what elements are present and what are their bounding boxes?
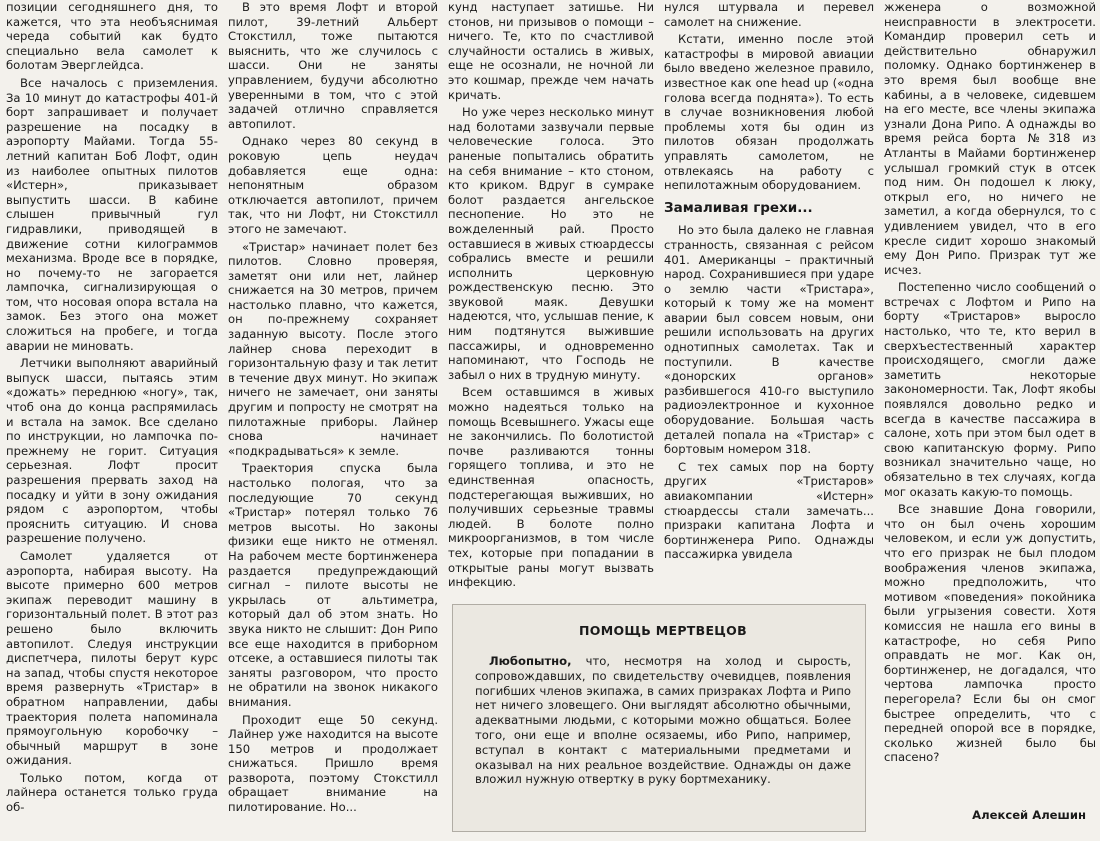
paragraph: Самолет удаляется от аэропорта, набирая высоту. На высоте примерно 600 метров экипаж переводит машину в горизонтальный полет. В этот раз решено было включить автопилот. Следуя инструкции диспетчера, пилоты берут курс на запад, чтобы спустя некоторое время развернуть «Тристар» в обратном направлении, дабы траектория полета напоминала прямоугольную коробочку – обычный маршрут в зоне ожидания.: [6, 548, 218, 768]
paragraph: С тех самых пор на борту других «Тристаров» авиакомпании «Истерн» стюардессы стали замечать... призраки капитана Лофта и бортинженера Рипо. Однажды пассажирка увидела: [664, 459, 874, 562]
paragraph: Постепенно число сообщений о встречах с Лофтом и Рипо на борту «Тристаров» выросло настолько, что те, кто верил в сверхъестественный характер происходящего, смогли даже заметить некоторые закономерности. Так, Лофт якобы появлялся довольно редко и всегда в качестве пассажира в салоне, хоть при этом был одет в свою капитанскую форму. Рипо возникал значительно чаще, но обязательно в тех случаях, когда мог оказать какую-то помощь.: [884, 280, 1096, 499]
sidebar-box: [452, 604, 866, 832]
paragraph: Только потом, когда от лайнера останется только груда об-: [6, 770, 218, 815]
paragraph: Траектория спуска была настолько пологая, что за последующие 70 секунд «Тристар» потерял только 76 метров высоты. Но законы физики еще никто не отменял. На рабочем месте бортинженера раздается предупреждающий сигнал – пилоте высоты не укрылась от альтиметра, который дал об этом знать. Но звука никто не слышит: Дон Рипо все еще находится в приборном отсеке, а оставшиеся пилоты так заняты разговором, что просто не обратили на звонок никакого внимания.: [228, 461, 438, 709]
paragraph: жженера о возможной неисправности в электросети. Командир проверил сеть и действительно обнаружил поломку. Однако бортинженер в это время был вообще вне кабины, а в человеке, сидевшем на его месте, все члены экипажа узнали Дона Рипо. А однажды во время рейса борта №318 из Атланты в Майами бортинженер услышал громкий стук в отсек под ним. Он подошел к люку, открыл его, но ничего не заметил, а когда обернулся, то с удивлением увидел, что в его кресле сидит хорошо знакомый ему Дон Рипо. Призрак тут же исчез.: [884, 0, 1096, 277]
sidebar-lead: Любопытно,: [489, 654, 572, 668]
paragraph: Но это была далеко не главная странность, связанная с рейсом 401. Американцы – практичный народ. Сохранившиеся при ударе о землю части «Тристара», который к тому же на момент аварии был совсем новым, они решили использовать на других однотипных самолетах. Так и поступили. В качестве «донорских органов» разбившегося 410-го выступило радиоэлектронное и кухонное оборудование. Большая часть деталей попала на «Тристар» с бортовым номером 318.: [664, 223, 874, 457]
paragraph: Летчики выполняют аварийный выпуск шасси, пытаясь этим «дожать» переднюю «ногу», так, чтоб она до конца распрямилась и встала на замок. Все сделано по инструкции, но лампочка по-прежнему не горит. Ситуация серьезная. Лофт просит разрешения прервать заход на посадку и уйти в зону ожидания рядом с аэропортом, чтобы прояснить ситуацию. И снова разрешение получено.: [6, 356, 218, 546]
section-heading: Замаливая грехи...: [664, 199, 813, 216]
sidebar-text: [475, 654, 851, 787]
paragraph: Все началось с приземления. За 10 минут до катастрофы 401-й борт запрашивает и получает разрешение на посадку в аэропорту Майами. Тогда 55-летний капитан Боб Лофт, один из наиболее опытных пилотов «Истерн», приказывает выпустить шасси. В кабине слышен привычный гул гидравлики, приводящей в движение сотни килограммов механизма. Вроде все в порядке, но почему-то не загорается лампочка, сигнализирующая о том, что носовая опора встала на замок. Без этого она может сложиться на пробеге, и тогда аварии не миновать.: [6, 75, 218, 353]
paragraph: «Тристар» начинает полет без пилотов. Словно проверяя, заметят они или нет, лайнер снижается на 30 метров, причем настолько плавно, что кажется, он по-прежнему сохраняет заданную высоту. После этого лайнер снова переходит в горизонтальную фазу и так летит в течение двух минут. Но экипаж ничего не замечает, они заняты другим и попросту не смотрят на пилотажные приборы. Лайнер снова начинает «подкрадываться» к земле.: [228, 239, 438, 458]
article-column-5: [884, 0, 1096, 800]
paragraph: Проходит еще 50 секунд. Лайнер уже находится на высоте 150 метров и продолжает снижаться. Пришло время разворота, поэтому Стокстилл обращает внимание на пилотирование. Но...: [228, 712, 438, 815]
author-signature: Алексей Алешин: [972, 808, 1086, 822]
paragraph: Но уже через несколько минут над болотами зазвучали первые человеческие голоса. Это раненые попытались обратить на себя внимание – кто стоном, кто криком. Вдруг в сумраке болот раздается ангельское песнопение. Но это не вожделенный рай. Просто оставшиеся в живых стюардессы собрались вместе и решили исполнить церковную рождественскую песню. Это звуковой маяк. Девушки надеются, что, услышав пение, к ним подтянутся выжившие пассажиры, и одновременно напоминают, что Господь не забыл о них в трудную минуту.: [448, 105, 654, 382]
sidebar-body: что, несмотря на холод и сырость, сопровождавших, по свидетельству очевидцев, появления погибших членов экипажа, в самих призраках Лофта и Рипо нет ничего зловещего. Они выглядят абсолютно обычными, адекватными людьми, с которыми можно общаться. Более того, они еще и вполне осязаемы, ибо Рипо, например, вступал в контакт с материальными предметами и оказывал на них реальное воздействие. Однажды он даже вложил нужную отвертку в руку бортмеханику.: [475, 654, 851, 787]
article-column-3: [448, 0, 654, 604]
paragraph: кунд наступает затишье. Ни стонов, ни призывов о помощи – ничего. Те, кто по счастливой случайности остались в живых, еще не осознали, не ночной ли это кошмар, прежде чем начать кричать.: [448, 0, 654, 102]
paragraph: Все знавшие Дона говорили, что он был очень хорошим человеком, и если уж допустить, что его призрак не был плодом воображения членов экипажа, можно предположить, что мотивом «поведения» покойника были угрызения совести. Хотя комиссия не нашла его вины в катастрофе, но себя Рипо оправдать не мог. Как он, бортинженер, не догадался, что чертова лампочка просто перегорела? Если бы он смог быстрее определить, что с передней опорой все в порядке, сколько жизней было бы спасено?: [884, 502, 1096, 765]
paragraph: В это время Лофт и второй пилот, 39-летний Альберт Стокстилл, тоже пытаются выяснить, что же случилось с шасси. Они не заняты управлением, будучи абсолютно уверенными в том, что с этой задачей отлично справляется автопилот.: [228, 0, 438, 131]
article-column-1: [6, 0, 218, 841]
paragraph: позиции сегодняшнего дня, то кажется, что эта необъяснимая череда событий как будто специально вела самолет к болотам Эверглейдса.: [6, 0, 218, 73]
paragraph: Однако через 80 секунд в роковую цепь неудач добавляется еще одна: непонятным образом отключается автопилот, причем так, что ни Лофт, ни Стокстилл этого не замечают.: [228, 134, 438, 236]
article-column-4: [664, 0, 874, 604]
paragraph: Всем оставшимся в живых можно надеяться только на помощь Всевышнего. Ужасы еще не закончились. По болотистой почве разливаются тонны горящего топлива, и это не единственная опасность, подстерегающая выживших, но получивших серьезные травмы людей. В болоте полно микроорганизмов, в том числе тех, которые при попадании в открытые раны могут вызвать инфекцию.: [448, 385, 654, 590]
article-column-2: [228, 0, 438, 841]
paragraph: нулся штурвала и перевел самолет на снижение.: [664, 0, 874, 29]
paragraph: Кстати, именно после этой катастрофы в мировой авиации было введено железное правило, известное как one head up («одна голова всегда поднята»). То есть в случае возникновения любой проблемы хотя бы один из пилотов обязан продолжать управлять самолетом, не отвлекаясь на работу с непилотажным оборудованием.: [664, 32, 874, 193]
sidebar-title: ПОМОЩЬ МЕРТВЕЦОВ: [579, 623, 747, 638]
